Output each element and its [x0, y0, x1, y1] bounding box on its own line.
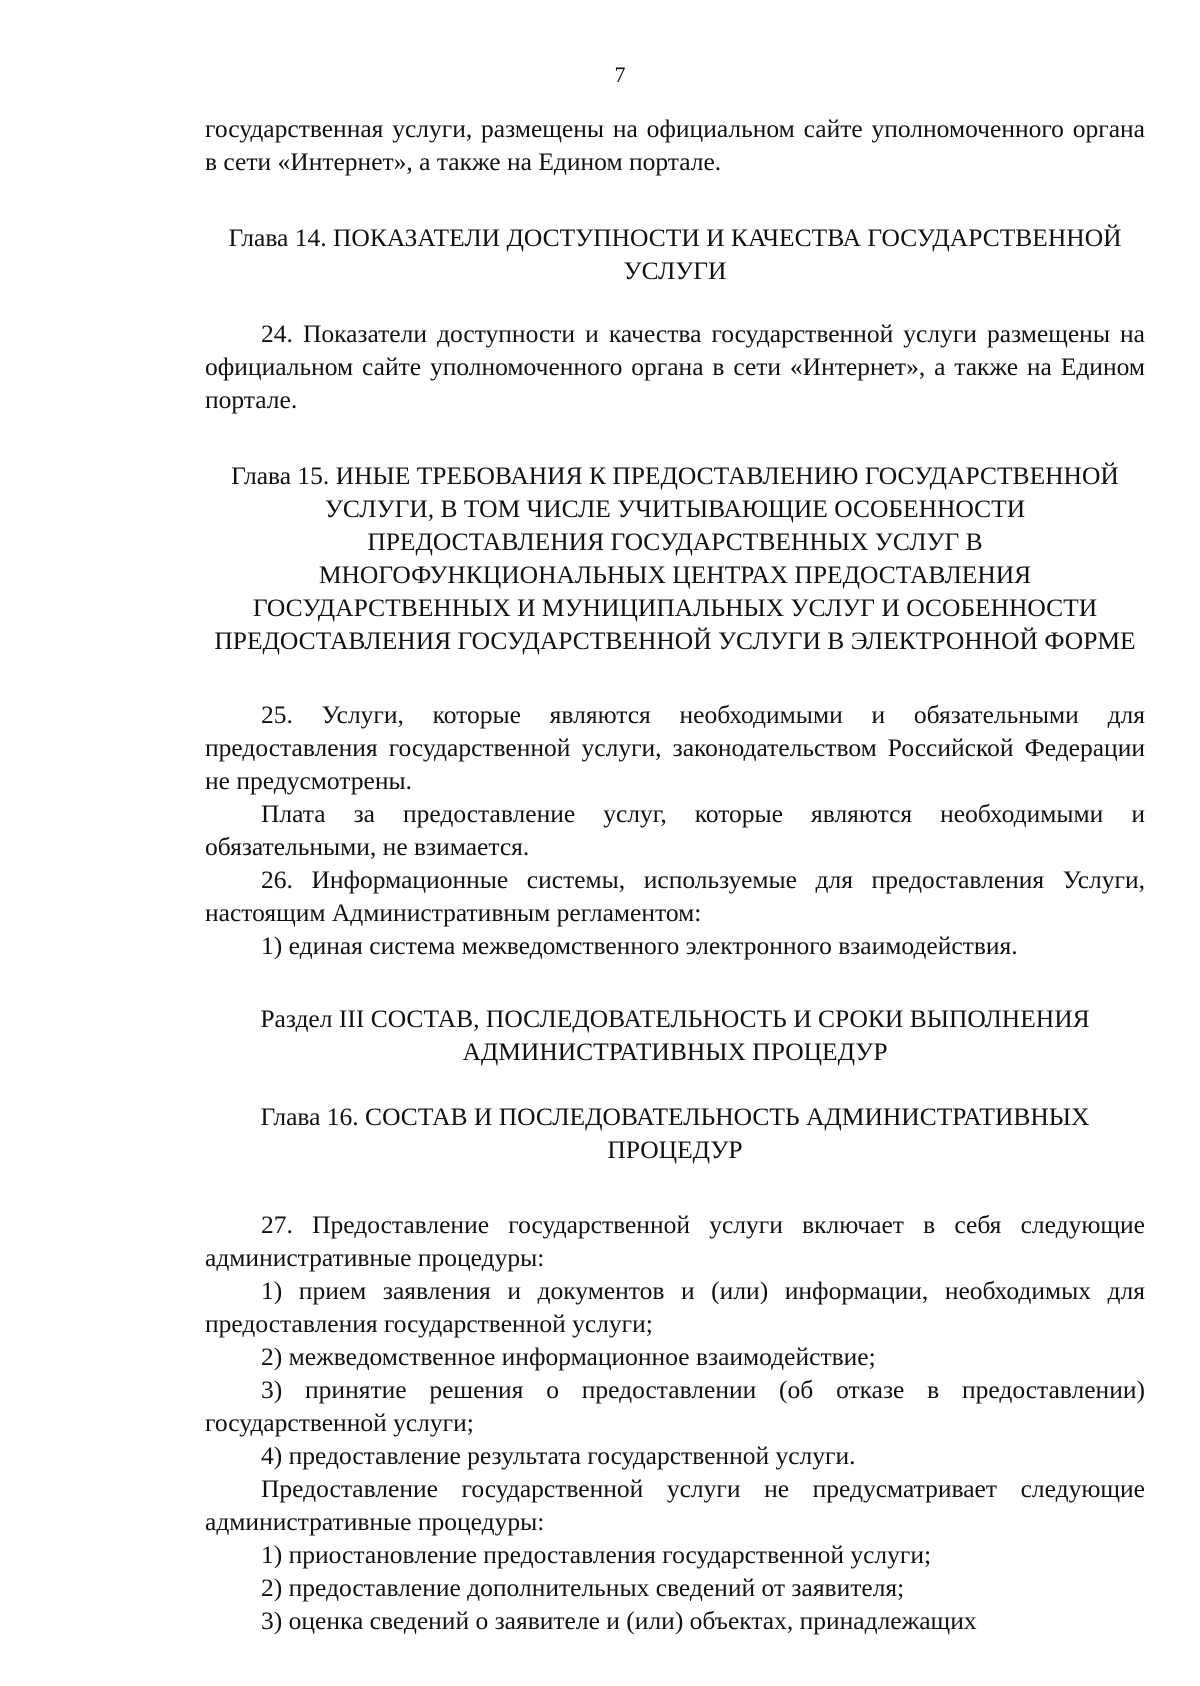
- paragraph-not-provided: Предоставление государственной услуги не предусматривает следующие административные процедуры:: [205, 1474, 1145, 1536]
- chapter-16-heading: Глава 16. СОСТАВ И ПОСЛЕДОВАТЕЛЬНОСТЬ АДМИНИСТРАТИВНЫХ ПРОЦЕДУР: [260, 1102, 1090, 1164]
- list-item: 1) единая система межведомственного электронного взаимодействия.: [261, 931, 1018, 960]
- section-3-heading: Раздел III СОСТАВ, ПОСЛЕДОВАТЕЛЬНОСТЬ И СРОКИ ВЫПОЛНЕНИЯ АДМИНИСТРАТИВНЫХ ПРОЦЕДУР: [260, 1004, 1090, 1066]
- paragraph-25: 25. Услуги, которые являются необходимыми и обязательными для предоставления государственной услуги, законодательством Российской Федерации не предусмотрены.: [205, 700, 1145, 795]
- list-item: 2) предоставление дополнительных сведений от заявителя;: [261, 1573, 905, 1602]
- paragraph-26: 26. Информационные системы, используемые для предоставления Услуги, настоящим Административным регламентом:: [205, 865, 1145, 927]
- document-body: [205, 112, 1145, 1637]
- paragraph-continuation: государственная услуги, размещены на официальном сайте уполномоченного органа в сети «Интернет», а также на Едином портале.: [205, 114, 1145, 176]
- list-item: 4) предоставление результата государственной услуги.: [261, 1441, 856, 1470]
- chapter-14-heading: Глава 14. ПОКАЗАТЕЛИ ДОСТУПНОСТИ И КАЧЕСТВА ГОСУДАРСТВЕННОЙ УСЛУГИ: [228, 223, 1122, 285]
- list-item: 1) прием заявления и документов и (или) информации, необходимых для предоставления государственной услуги;: [205, 1276, 1145, 1338]
- paragraph-fee: Плата за предоставление услуг, которые являются необходимыми и обязательными, не взимается.: [205, 799, 1145, 861]
- list-item: 3) принятие решения о предоставлении (об отказе в предоставлении) государственной услуги;: [205, 1375, 1145, 1437]
- page-number: 7: [614, 62, 626, 87]
- list-item: 1) приостановление предоставления государственной услуги;: [261, 1540, 932, 1569]
- list-item: 3) оценка сведений о заявителе и (или) объектах, принадлежащих: [261, 1606, 977, 1635]
- chapter-15-heading: Глава 15. ИНЫЕ ТРЕБОВАНИЯ К ПРЕДОСТАВЛЕНИЮ ГОСУДАРСТВЕННОЙ УСЛУГИ, В ТОМ ЧИСЛЕ УЧИТЫВАЮЩИЕ ОСОБЕННОСТИ ПРЕДОСТАВЛЕНИЯ ГОСУДАРСТВЕННЫХ УСЛУГ В МНОГОФУНКЦИОНАЛЬНЫХ ЦЕНТРАХ ПРЕДОСТАВЛЕНИЯ ГОСУДАРСТВЕННЫХ И МУНИЦИПАЛЬНЫХ УСЛУГ И ОСОБЕННОСТИ ПРЕДОСТАВЛЕНИЯ ГОСУДАРСТВЕННОЙ УСЛУГИ В ЭЛЕКТРОННОЙ ФОРМЕ: [214, 461, 1136, 655]
- paragraph-27: 27. Предоставление государственной услуги включает в себя следующие административные процедуры:: [205, 1210, 1145, 1272]
- list-item: 2) межведомственное информационное взаимодействие;: [261, 1342, 876, 1371]
- paragraph-24: 24. Показатели доступности и качества государственной услуги размещены на официальном сайте уполномоченного органа в сети «Интернет», а также на Едином портале.: [205, 319, 1145, 414]
